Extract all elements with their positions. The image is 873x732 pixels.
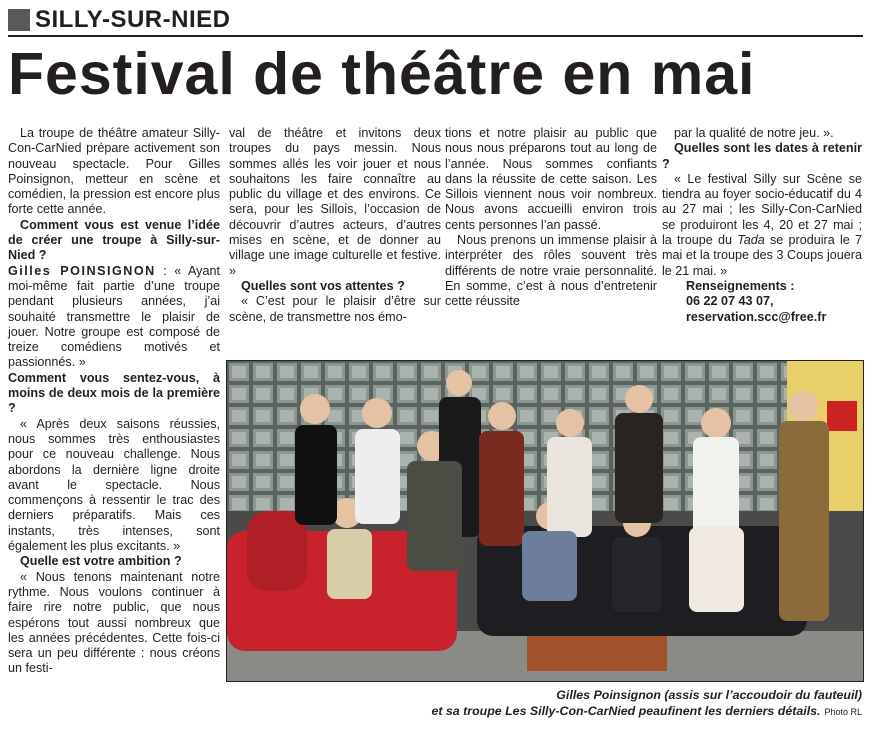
col4-paragraph: par la qualité de notre jeu. ». <box>674 126 834 140</box>
section-kicker <box>8 6 230 34</box>
intro-paragraph: La troupe de théâtre amateur Silly-Con-CarNied prépare activement son nouveau spectacle. Pour Gilles Poinsignon, metteur en scène et comédien, la pression est encore plus forte cette année. <box>8 126 220 217</box>
answer-4: « C’est pour le plaisir d’être sur scène, de transmettre nos émo- <box>229 294 441 324</box>
answer-3: « Nous tenons maintenant notre rythme. Nous voulons continuer à faire rire notre public, que nous espérons tout aussi nombreux que les années précédentes. Cette fois-ci sera un peu différente : nous créons un festi- <box>8 569 220 676</box>
photo-caption <box>226 687 862 720</box>
column-4 <box>662 126 862 325</box>
photo-credit: Photo RL <box>824 707 862 717</box>
answer-5-start: « Le festival Silly sur Scène se tiendra au foyer socio-éducatif du 4 au 27 mai ; les Silly-Con-CarNied se produiront les 4, 20 et 27 mai ; la troupe du <box>662 171 862 248</box>
caption-line-2 <box>226 703 862 720</box>
question-4: Quelles sont vos attentes ? <box>241 278 405 293</box>
troupe-photo <box>226 360 864 682</box>
caption-line-2-text: et sa troupe Les Silly-Con-CarNied peaufinent les derniers détails. <box>431 704 821 718</box>
header-rule <box>8 35 863 37</box>
question-1: Comment vous est venue l’idée de créer une troupe à Silly-sur-Nied ? <box>8 217 220 263</box>
headline: Festival de théâtre en mai <box>8 41 756 107</box>
contact-email: reservation.scc@free.fr <box>686 309 827 324</box>
question-3: Quelle est votre ambition ? <box>20 554 182 569</box>
answer-1-text: : « Ayant moi-même fait partie d’une troupe pendant plusieurs années, j’ai souhaité transmettre le plaisir de jouer. Notre groupe est composé de treize comédiens motivés et passionnés. » <box>8 263 220 370</box>
troupe-photo-illustration <box>227 361 863 681</box>
answer-5-end: se produira le 7 mai et la troupe des 3 Coups jouera le 21 mai. » <box>662 233 862 278</box>
answer-2: « Après deux saisons réussies, nous sommes très enthousiastes pour ce nouveau challenge. Nous abordons la dernière ligne droite avant le spectacle. Nous commençons à ressentir le trac des derniers préparatifs. Mais ces instants, très intenses, sont également les plus excitants. » <box>8 416 220 554</box>
column-1 <box>8 126 220 677</box>
col3-paragraph-2: Nous prenons un immense plaisir à interpréter des rôles souvent très différents de notre vraie personnalité. En somme, c’est à nous d’entretenir cette réussite <box>445 233 657 309</box>
question-5: Quelles sont les dates à retenir ? <box>662 141 862 171</box>
info-label: Renseignements : <box>686 278 795 293</box>
phone-number: 06 22 07 43 07, <box>686 294 774 309</box>
answer-1 <box>8 264 220 371</box>
column-2 <box>229 126 441 325</box>
col2-paragraph: val de théâtre et invitons deux troupes du pays messin. Nous sommes allés les voir jouer et nous souhaitons les faire connaître au public du village et des environs. Ce sera, pour les Sillois, l’occasion de découvrir d’autres acteurs, d’autres mises en scène, et de donner au village une image culturelle et festive. » <box>229 126 441 278</box>
troupe-name-tada: Tada <box>737 233 765 248</box>
interviewee-name: Gilles POINSIGNON <box>8 263 156 278</box>
col3-paragraph-1: tions et notre plaisir au public que nous nous préparons tout au long de l’année. Nous sommes confiants dans la réussite de cette saison. Les Sillois viennent nous voir nombreux. Nous avons accueilli environ trois cents personnes l’an passé. <box>445 126 657 232</box>
answer-5 <box>662 172 862 279</box>
column-3 <box>445 126 657 310</box>
section-title: SILLY-SUR-NIED <box>35 6 231 33</box>
question-2: Comment vous sentez-vous, à moins de deux mois de la première ? <box>8 370 220 416</box>
section-square-icon <box>8 9 30 31</box>
caption-line-1: Gilles Poinsignon (assis sur l’accoudoir du fauteuil) <box>556 688 862 702</box>
